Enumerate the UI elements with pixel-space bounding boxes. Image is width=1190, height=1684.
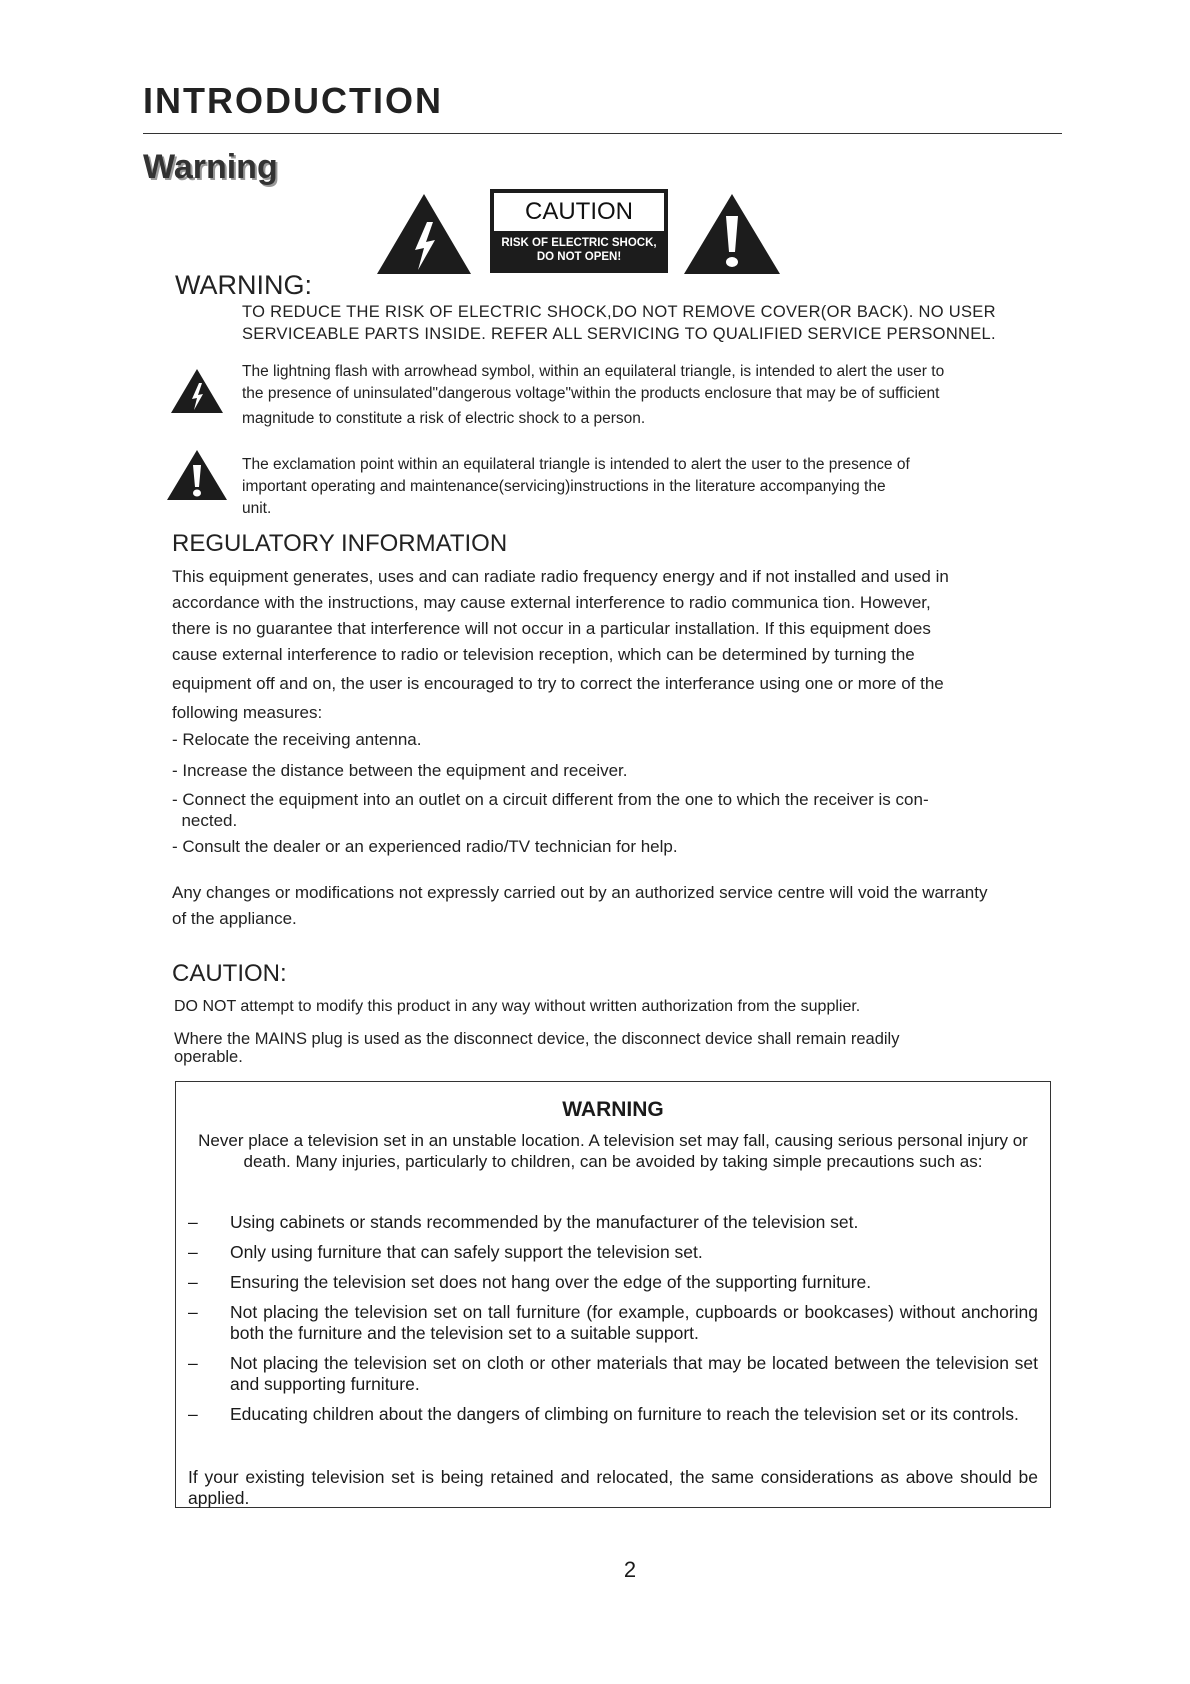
description-line: magnitude to constitute a risk of electric shock to a person. <box>242 410 646 427</box>
note-line: of the appliance. <box>172 909 297 928</box>
title-divider <box>143 133 1062 134</box>
exclamation-description <box>242 454 910 520</box>
caution-heading: CAUTION: <box>172 960 287 987</box>
dash-bullet: – <box>188 1404 198 1424</box>
regulatory-body <box>172 564 1072 726</box>
body-line: equipment off and on, the user is encouraged to try to correct the interferance using one or more of the <box>172 674 944 693</box>
caution-line: Where the MAINS plug is used as the disconnect device, the disconnect device shall remain readily <box>174 1030 900 1048</box>
page-title: INTRODUCTION <box>143 80 443 121</box>
box-item-text: Educating children about the dangers of climbing on furniture to reach the television set or its controls. <box>230 1404 1019 1424</box>
body-line: cause external interference to radio or television reception, which can be determined by turning the <box>172 645 915 664</box>
body-line: following measures: <box>172 703 323 722</box>
dash-bullet: – <box>188 1353 198 1373</box>
measure-item: - Consult the dealer or an experienced radio/TV technician for help. <box>172 837 678 856</box>
regulatory-heading: REGULATORY INFORMATION <box>172 530 508 557</box>
measure-item: nected. <box>172 811 238 830</box>
box-item-text: Not placing the television set on cloth or other materials that may be located between the television set and supporting furniture. <box>230 1353 1038 1394</box>
caution-line: DO NOT attempt to modify this product in any way without written authorization from the supplier. <box>174 998 861 1015</box>
measure-item: - Increase the distance between the equipment and receiver. <box>172 761 628 780</box>
description-line: important operating and maintenance(servicing)instructions in the literature accompanying the <box>242 478 886 495</box>
caution-label-text <box>490 236 668 264</box>
exclamation-warning-icon <box>682 192 782 276</box>
box-outro: If your existing television set is being retained and relocated, the same considerations as above should be applied. <box>188 1467 1038 1508</box>
warning-line: SERVICEABLE PARTS INSIDE. REFER ALL SERVICING TO QUALIFIED SERVICE PERSONNEL. <box>242 325 996 343</box>
warning-heading: WARNING: <box>175 270 312 300</box>
box-item-text: Only using furniture that can safely support the television set. <box>230 1242 703 1262</box>
note-line: Any changes or modifications not expressly carried out by an authorized service centre will void the warranty <box>172 883 988 902</box>
dash-bullet: – <box>188 1272 198 1292</box>
caution-line: operable. <box>174 1048 243 1066</box>
warranty-note <box>172 880 1072 932</box>
measures-list <box>172 727 1072 860</box>
lightning-warning-icon <box>375 192 473 276</box>
dash-bullet: – <box>188 1212 198 1232</box>
box-item-text: Ensuring the television set does not hang over the edge of the supporting furniture. <box>230 1272 872 1292</box>
description-line: the presence of uninsulated"dangerous voltage"within the products enclosure that may be of sufficient <box>242 385 940 402</box>
dash-bullet: – <box>188 1242 198 1262</box>
caution-label-line1: RISK OF ELECTRIC SHOCK, <box>501 237 657 249</box>
warning-line: TO REDUCE THE RISK OF ELECTRIC SHOCK,DO NOT REMOVE COVER(OR BACK). NO USER <box>242 303 996 321</box>
caution-label-title: CAUTION <box>494 193 664 231</box>
exclamation-icon <box>166 449 228 501</box>
measure-item: - Relocate the receiving antenna. <box>172 730 422 749</box>
box-intro: Never place a television set in an unstable location. A television set may fall, causing serious personal injury or death. Many injuries, particularly to children, can be avoided by taking simple precautions such as: <box>198 1131 1028 1171</box>
body-line: there is no guarantee that interference will not occur in a particular installation. If this equipment does <box>172 619 931 638</box>
description-line: The lightning flash with arrowhead symbol, within an equilateral triangle, is intended to alert the user to <box>242 363 945 380</box>
tv-stability-warning-box <box>175 1081 1051 1508</box>
box-item-text: Using cabinets or stands recommended by the manufacturer of the television set. <box>230 1212 859 1232</box>
box-title: WARNING <box>562 1098 664 1121</box>
measure-item: - Connect the equipment into an outlet on a circuit different from the one to which the receiver is con- <box>172 790 929 809</box>
page-number: 2 <box>623 1557 637 1582</box>
lightning-icon <box>170 368 224 414</box>
description-line: unit. <box>242 500 272 517</box>
box-item-text: Not placing the television set on tall furniture (for example, cupboards or bookcases) without anchoring both the furniture and the television set to a suitable support. <box>230 1302 1038 1343</box>
caution-mains-note <box>174 1030 899 1066</box>
caution-label-line2: DO NOT OPEN! <box>536 251 622 263</box>
lightning-description <box>242 361 944 430</box>
caution-label <box>490 189 668 273</box>
body-line: This equipment generates, uses and can radiate radio frequency energy and if not installed and used in <box>172 567 949 586</box>
section-title-warning: Warning <box>143 148 278 186</box>
body-line: accordance with the instructions, may cause external interference to radio communica tion. However, <box>172 593 931 612</box>
dash-bullet: – <box>188 1302 198 1322</box>
description-line: The exclamation point within an equilateral triangle is intended to alert the user to the presence of <box>242 456 910 473</box>
